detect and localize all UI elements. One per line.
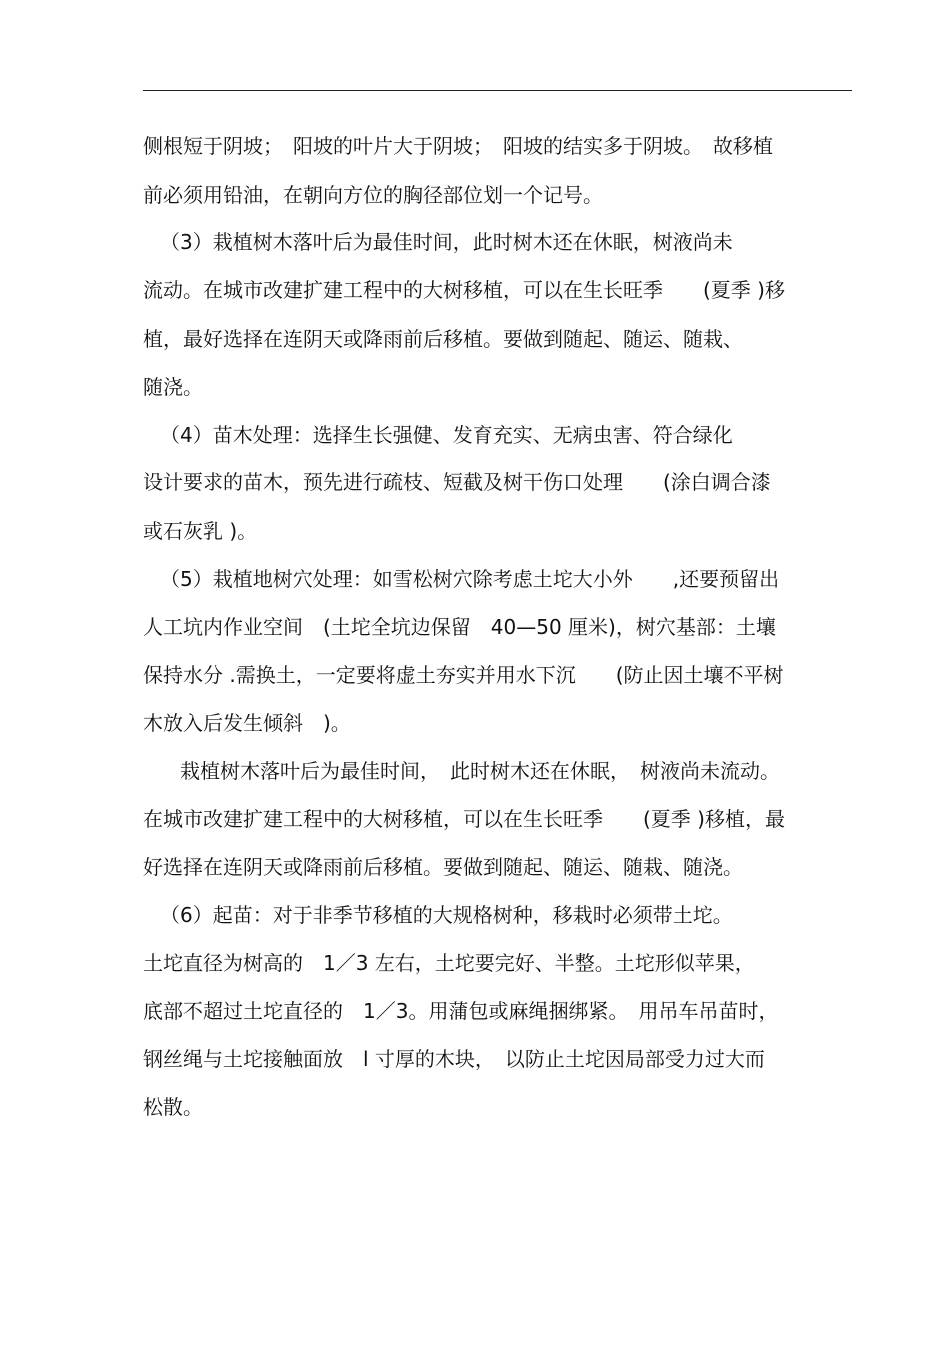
text-line-5: 植，最好选择在连阴天或降雨前后移植。要做到随起、随运、随栽、 bbox=[143, 327, 743, 351]
text-line-10: （5）栽植地树穴处理：如雪松树穴除考虑土坨大小外 ,还要预留出 bbox=[160, 567, 780, 591]
text-line-13: 木放入后发生倾斜 )。 bbox=[143, 711, 351, 735]
text-line-1: 侧根短于阴坡； 阳坡的叶片大于阴坡； 阳坡的结实多于阴坡。 故移植 bbox=[143, 134, 773, 158]
text-line-9: 或石灰乳 )。 bbox=[143, 519, 258, 543]
text-line-20: 钢丝绳与土坨接触面放 l 寸厚的木块， 以防止土坨因局部受力过大而 bbox=[143, 1047, 765, 1071]
text-line-16: 好选择在连阴天或降雨前后移植。要做到随起、随运、随栽、随浇。 bbox=[143, 855, 743, 879]
text-line-15: 在城市改建扩建工程中的大树移植，可以在生长旺季 (夏季 )移植，最 bbox=[143, 807, 785, 831]
text-line-11: 人工坑内作业空间 (土坨全坑边保留 40—50 厘米)，树穴基部：土壤 bbox=[143, 615, 776, 639]
text-line-7: （4）苗木处理：选择生长强健、发育充实、无病虫害、符合绿化 bbox=[160, 423, 733, 447]
text-line-18: 土坨直径为树高的 1／3 左右，土坨要完好、半整。土坨形似苹果， bbox=[143, 951, 755, 975]
text-line-19: 底部不超过土坨直径的 1／3。用蒲包或麻绳捆绑紧。 用吊车吊苗时， bbox=[143, 999, 779, 1023]
text-line-3: （3）栽植树木落叶后为最佳时间，此时树木还在休眠，树液尚未 bbox=[160, 230, 733, 254]
header-rule bbox=[143, 90, 852, 91]
text-line-14: 栽植树木落叶后为最佳时间， 此时树木还在休眠， 树液尚未流动。 bbox=[180, 759, 780, 783]
text-line-21: 松散。 bbox=[143, 1095, 203, 1119]
text-line-6: 随浇。 bbox=[143, 375, 203, 399]
text-line-2: 前必须用铅油，在朝向方位的胸径部位划一个记号。 bbox=[143, 183, 603, 207]
text-line-8: 设计要求的苗木，预先进行疏枝、短截及树干伤口处理 (涂白调合漆 bbox=[143, 470, 771, 494]
text-line-17: （6）起苗：对于非季节移植的大规格树种，移栽时必须带土坨。 bbox=[160, 903, 733, 927]
text-line-12: 保持水分 .需换土，一定要将虚土夯实并用水下沉 (防止因土壤不平树 bbox=[143, 663, 784, 687]
text-line-4: 流动。在城市改建扩建工程中的大树移植，可以在生长旺季 (夏季 )移 bbox=[143, 278, 785, 302]
